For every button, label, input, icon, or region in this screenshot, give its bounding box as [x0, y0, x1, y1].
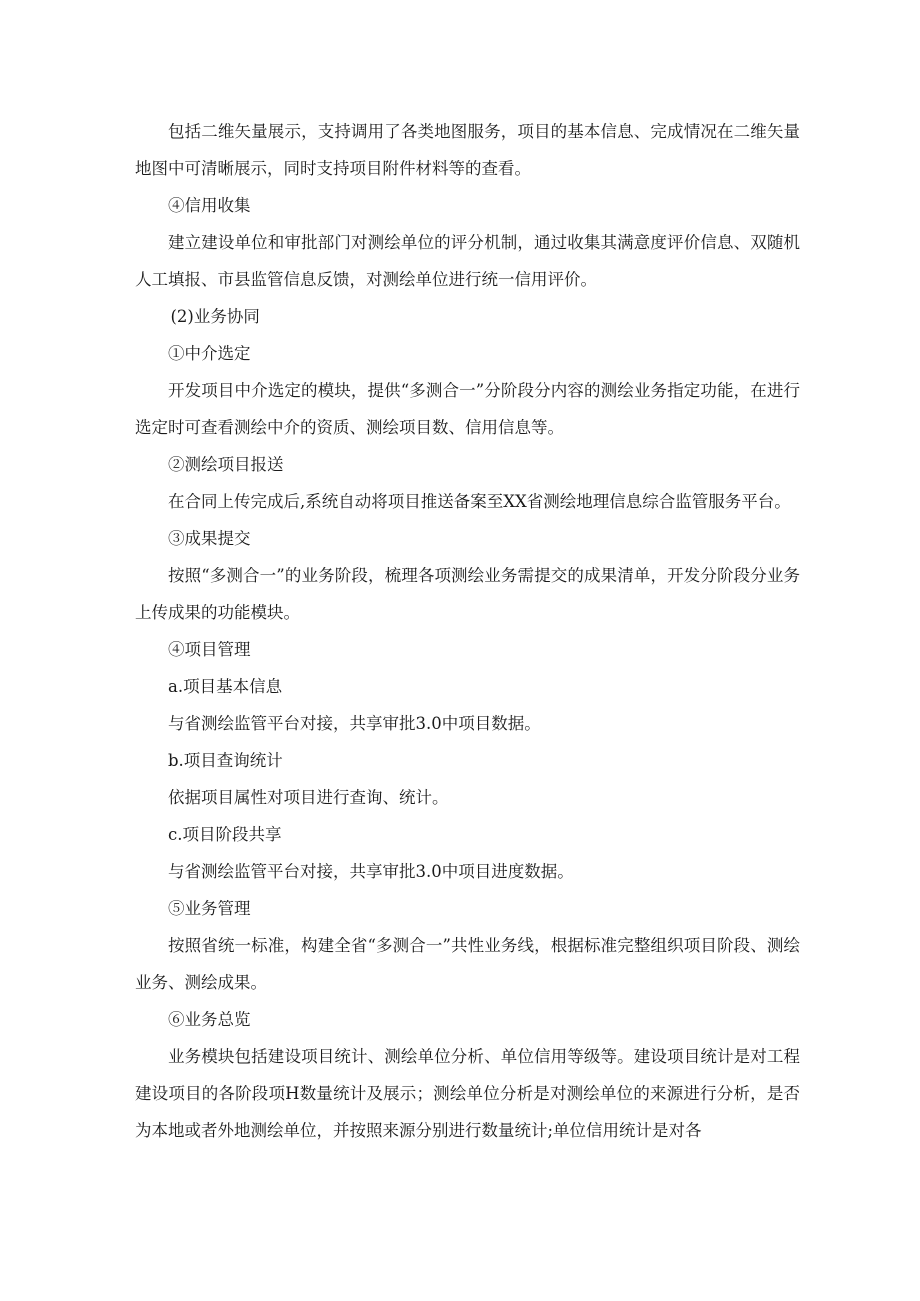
document-body — [135, 113, 800, 1149]
heading-project-stage-sharing: c.项目阶段共享 — [168, 825, 282, 844]
paragraph-project-stage-sharing: 与省测绘监管平台对接，共享审批3.0中项目进度数据。 — [168, 862, 574, 881]
heading-agency-selection: ①中介选定 — [168, 344, 251, 363]
heading-business-management: ⑤业务管理 — [168, 899, 251, 918]
heading-result-submission: ③成果提交 — [168, 529, 251, 548]
paragraph-project-query-stats: 依据项目属性对项目进行查询、统计。 — [168, 788, 449, 807]
paragraph-agency-selection: 开发项目中介选定的模块，提供“多测合一”分阶段分内容的测绘业务指定功能，在进行选定时可查看测绘中介的资质、测绘项目数、信用信息等。 — [135, 381, 800, 437]
heading-credit-collection: ④信用收集 — [168, 196, 251, 215]
paragraph-business-overview: 业务模块包括建设项目统计、测绘单位分析、单位信用等级等。建设项目统计是对工程建设项目的各阶段项H数量统计及展示；测绘单位分析是对测绘单位的来源进行分析，是否为本地或者外地测绘单位，并按照来源分别进行数量统计;单位信用统计是对各 — [135, 1047, 800, 1140]
heading-project-submission: ②测绘项目报送 — [168, 455, 284, 474]
paragraph-business-management: 按照省统一标准，构建全省“多测合一”共性业务线，根据标准完整组织项目阶段、测绘业务、测绘成果。 — [135, 936, 800, 992]
heading-business-collaboration: (2)业务协同 — [170, 307, 260, 326]
paragraph-credit-collection: 建立建设单位和审批部门对测绘单位的评分机制，通过收集其满意度评价信息、双随机人工填报、市县监管信息反馈，对测绘单位进行统一信用评价。 — [135, 233, 800, 289]
heading-project-basic-info: a.项目基本信息 — [168, 677, 283, 696]
heading-project-query-stats: b.项目查询统计 — [168, 751, 283, 770]
paragraph-project-basic-info: 与省测绘监管平台对接，共享审批3.0中项目数据。 — [168, 714, 541, 733]
paragraph-project-submission: 在合同上传完成后,系统自动将项目推送备案至XX省测绘地理信息综合监管服务平台。 — [168, 492, 791, 511]
paragraph-result-submission: 按照“多测合一”的业务阶段，梳理各项测绘业务需提交的成果清单，开发分阶段分业务上传成果的功能模块。 — [135, 566, 800, 622]
heading-business-overview: ⑥业务总览 — [168, 1010, 251, 1029]
paragraph-map-display: 包括二维矢量展示，支持调用了各类地图服务，项目的基本信息、完成情况在二维矢量地图中可清晰展示，同时支持项目附件材料等的查看。 — [135, 122, 800, 178]
heading-project-management: ④项目管理 — [168, 640, 251, 659]
